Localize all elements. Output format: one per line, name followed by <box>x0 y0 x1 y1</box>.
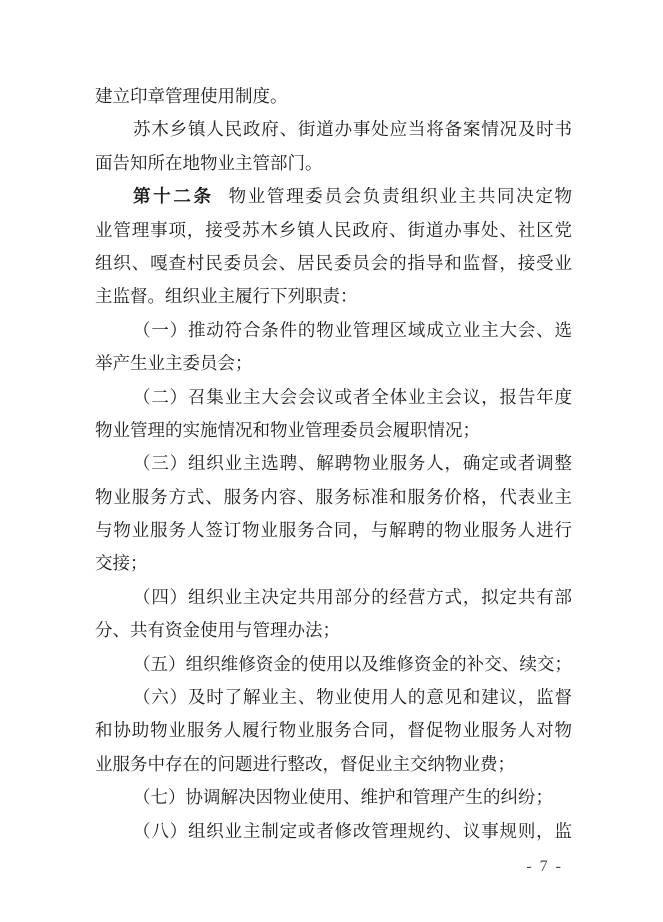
line-text: 物业管理的实施情况和物业管理委员会履职情况； <box>95 419 480 440</box>
line-text: 苏木乡镇人民政府、街道办事处应当将备案情况及时书 <box>133 119 572 140</box>
line-text: 组织、嘎查村民委员会、居民委员会的指导和监督，接受业 <box>95 252 572 273</box>
text-line <box>95 748 572 781</box>
line-text: （二）召集业主大会会议或者全体业主会议，报告年度 <box>133 386 572 407</box>
text-line <box>95 581 572 614</box>
page-number: - 7 - <box>526 858 563 875</box>
text-line <box>95 447 572 480</box>
document-body <box>95 80 572 848</box>
line-text: 物业管理委员会负责组织业主共同决定物 <box>228 186 573 207</box>
text-line <box>95 347 572 380</box>
line-text: 举产生业主委员会； <box>95 353 253 374</box>
line-text: （三）组织业主选聘、解聘物业服务人，确定或者调整 <box>133 453 572 474</box>
line-text: （五）组织维修资金的使用以及维修资金的补交、续交； <box>133 653 572 674</box>
text-line <box>95 147 572 180</box>
text-line <box>95 547 572 580</box>
line-text: （一）推动符合条件的物业管理区域成立业主大会、选 <box>133 319 572 340</box>
line-text: 业服务中存在的问题进行整改，督促业主交纳物业费； <box>95 753 515 774</box>
text-line <box>95 681 572 714</box>
text-line <box>95 481 572 514</box>
text-line <box>95 648 572 681</box>
line-text: 物业服务方式、服务内容、服务标准和服务价格，代表业主 <box>95 486 572 507</box>
line-text: 与物业服务人签订物业服务合同，与解聘的物业服务人进行 <box>95 520 572 541</box>
text-line <box>95 781 572 814</box>
line-text: 业管理事项，接受苏木乡镇人民政府、街道办事处、社区党 <box>95 219 572 240</box>
text-line <box>95 180 572 213</box>
line-text: （八）组织业主制定或者修改管理规约、议事规则，监 <box>133 820 572 841</box>
line-text: （四）组织业主决定共用部分的经营方式，拟定共有部 <box>133 586 572 607</box>
line-text: 建立印章管理使用制度。 <box>95 86 288 106</box>
text-line <box>95 714 572 747</box>
text-line <box>95 414 572 447</box>
text-line <box>95 815 572 848</box>
text-line <box>95 514 572 547</box>
text-line <box>95 80 572 113</box>
line-text: （六）及时了解业主、物业使用人的意见和建议，监督 <box>133 687 572 708</box>
line-text: 分、共有资金使用与管理办法； <box>95 620 340 641</box>
text-line <box>95 381 572 414</box>
line-text: 面告知所在地物业主管部门。 <box>95 152 323 173</box>
text-line <box>95 280 572 313</box>
line-text: 主监督。组织业主履行下列职责： <box>95 286 358 307</box>
text-line <box>95 247 572 280</box>
line-text: 交接； <box>95 553 148 574</box>
text-line <box>95 113 572 146</box>
line-text: （七）协调解决因物业使用、维护和管理产生的纠纷； <box>133 787 553 808</box>
line-text: 和协助物业服务人履行物业服务合同，督促物业服务人对物 <box>95 720 572 741</box>
text-line <box>95 314 572 347</box>
text-line <box>95 214 572 247</box>
article-number: 第十二条 <box>133 186 214 207</box>
text-line <box>95 614 572 647</box>
page-footer <box>526 855 563 879</box>
